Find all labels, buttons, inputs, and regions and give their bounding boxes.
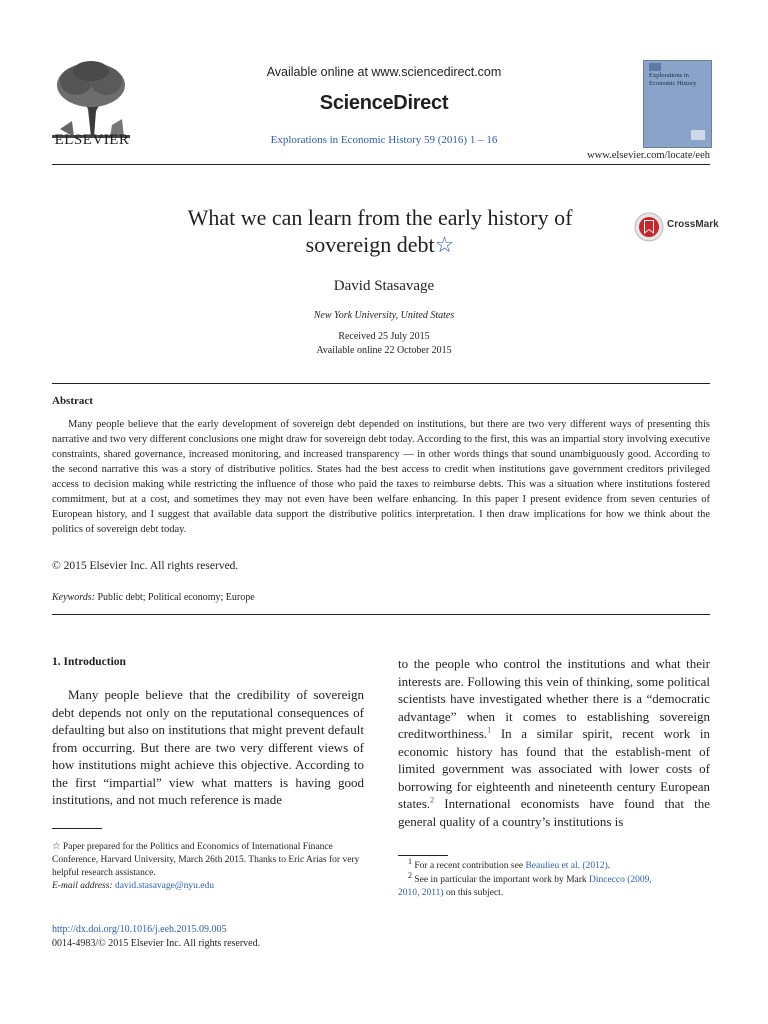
abstract-copyright: © 2015 Elsevier Inc. All rights reserved.: [52, 560, 239, 572]
body-column-right: [398, 655, 710, 830]
keywords: [52, 592, 255, 603]
available-online-note: Available online at www.sciencedirect.com: [266, 65, 502, 79]
footnote-2-text: See in particular the important work by Mark: [412, 875, 590, 885]
footnote-2: [398, 870, 710, 900]
title-footnote: [52, 841, 364, 893]
cover-emblem: [649, 63, 661, 71]
sciencedirect-logo[interactable]: ScienceDirect: [319, 92, 449, 114]
abstract-text: Many people believe that the early development of sovereign debt depended on institutions, but there are two very different ways of presenting this narrative and two very different conclusions one might draw for sovereign debt today. According to the first, this was an impartial story involving executive constraints, shared governance, increased monitoring, and increased transparency — in other words things that sound unambiguously good. According to the second narrative this was a story of distributive politics. States had the best access to credit when institutions gave government creditors privileged access to decision making while restricting the influence of those who paid the taxes to reimburse debts. This was a situation where institutions fostered commitment, but at a cost, and sometimes they may not even have been welfare enhancing. In this paper I present evidence from seven centuries of European history, and I suggest that available data support the distributive politics interpretation. I then draw implications for how we think about the politics of sovereign debt today.: [52, 419, 710, 535]
footnote-2-citation-link-1[interactable]: Dincecco (2009,: [589, 875, 652, 885]
footnote-2-citation-link-2[interactable]: 2010, 2011): [398, 888, 444, 898]
section-heading: 1. Introduction: [52, 656, 126, 668]
cover-title: Explorations in Economic History: [649, 72, 697, 87]
footnote-2-end: on this subject.: [443, 888, 504, 898]
email-label: E-mail address:: [52, 881, 113, 891]
title-line-1: What we can learn from the early history of: [187, 205, 573, 230]
abstract-top-divider: [52, 383, 710, 384]
journal-url[interactable]: www.elsevier.com/locate/eeh: [587, 150, 710, 161]
footnote-divider-right: [398, 855, 448, 856]
footnote-1-end: .: [607, 861, 611, 871]
body-column-left: Many people believe that the credibility of sovereign debt depends not only on the reputational consequences of defaulting but also on institutions that might prevent default from occurring. But there are two very different views of how institutions might achieve this objective. According to the first “impartial” view what matters is having good institutions, and not much reference is made: [52, 687, 364, 807]
cover-publisher-mark: [691, 130, 705, 140]
doi-link[interactable]: http://dx.doi.org/10.1016/j.eeh.2015.09.005: [52, 924, 227, 935]
footnote-1-citation-link[interactable]: Beaulieu et al. (2012): [525, 861, 608, 871]
abstract-heading: Abstract: [52, 395, 93, 407]
title-line-2: sovereign debt: [305, 232, 435, 257]
author-name: David Stasavage: [333, 278, 435, 294]
abstract-bottom-divider: [52, 614, 710, 615]
star-footnote-text: Paper prepared for the Politics and Economics of International Finance Conference, Harvard University, March 26th 2015. Thanks to Eric Arias for very helpful research assistance.: [52, 842, 360, 878]
issn-copyright: 0014-4983/© 2015 Elsevier Inc. All rights reserved.: [52, 938, 261, 949]
crossmark-label[interactable]: CrossMark: [667, 219, 719, 230]
footnote-2-number: 2: [408, 870, 412, 880]
article-title: [150, 204, 610, 258]
star-footnote-mark: ☆: [52, 842, 61, 852]
footnote-1-number: 1: [408, 856, 412, 866]
col2-text-c: International economists have found that the general quality of a country’s institutions is: [398, 796, 710, 829]
author-email-link[interactable]: david.stasavage@nyu.edu: [114, 881, 214, 891]
publisher-name: ELSEVIER: [54, 132, 130, 148]
col2-text-b: In a similar spirit, recent work in economic history has found that the establish-ment of limited government was associated with lower costs of borrowing for eighteenth and nineteenth century European states.: [398, 726, 710, 811]
col2-text-a: to the people who control the institutions and what their interests are. Following this vein of thinking, some political scientists have investigated whether there is a “democratic advantage” when it comes to establishing sovereign creditworthiness.: [398, 656, 710, 741]
online-date: Available online 22 October 2015: [316, 345, 452, 356]
author-affiliation: New York University, United States: [313, 310, 455, 321]
footnote-ref-2[interactable]: 2: [430, 795, 435, 805]
journal-citation-link[interactable]: Explorations in Economic History 59 (2016) 1 – 16: [270, 134, 498, 146]
footnote-1: [398, 856, 710, 873]
received-date: Received 25 July 2015: [338, 331, 430, 342]
footnote-divider-left: [52, 828, 102, 829]
keywords-label: Keywords:: [52, 592, 95, 603]
footnote-ref-1[interactable]: 1: [487, 725, 492, 735]
footnote-1-text: For a recent contribution see: [412, 861, 526, 871]
keywords-list: Public debt; Political economy; Europe: [97, 592, 255, 603]
title-footnote-star[interactable]: ☆: [434, 232, 455, 257]
crossmark-icon[interactable]: [634, 212, 664, 242]
header-divider: [52, 164, 710, 165]
